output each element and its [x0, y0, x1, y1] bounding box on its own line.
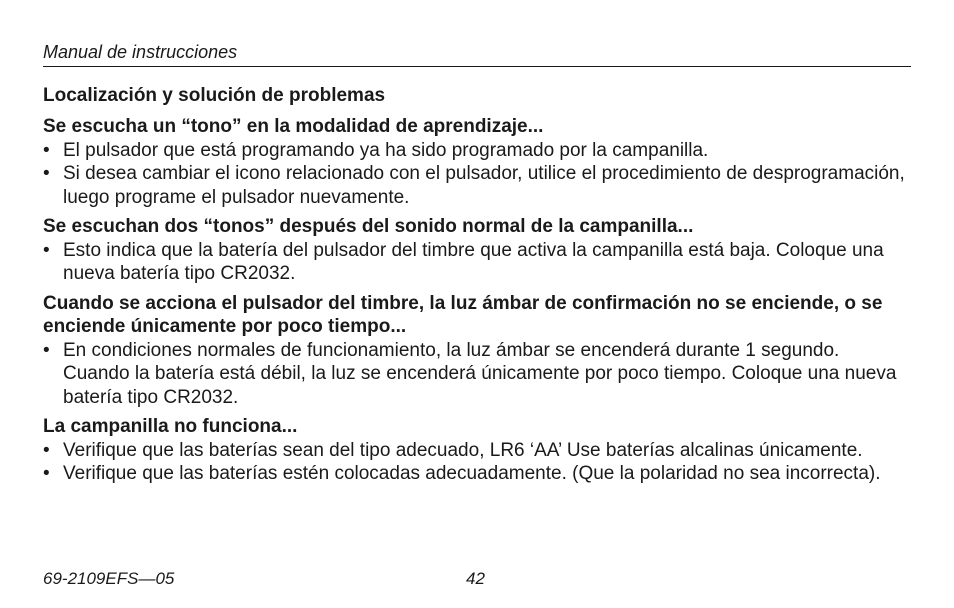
document-code: 69-2109EFS—05 [43, 569, 175, 588]
bullet-list [43, 239, 911, 286]
bullet-icon: • [43, 139, 50, 161]
list-item [43, 339, 911, 410]
list-item-text: Si desea cambiar el icono relacionado con el pulsador, utilice el procedimiento de desprogramación, luego programe el pulsador nuevamente. [63, 163, 905, 208]
list-item-text: Verifique que las baterías sean del tipo adecuado, LR6 ‘AA’ Use baterías alcalinas únicamente. [63, 439, 863, 461]
list-item [43, 139, 911, 163]
bullet-list [43, 439, 911, 486]
header-rule [43, 66, 911, 67]
list-item [43, 462, 911, 486]
page-number: 42 [466, 569, 485, 588]
topic-heading: La campanilla no funciona... [43, 416, 298, 437]
bullet-list [43, 139, 911, 210]
list-item-text: Esto indica que la batería del pulsador del timbre que activa la campanilla está baja. Coloque una nueva batería tipo CR2032. [63, 239, 884, 284]
section-title: Localización y solución de problemas [43, 85, 386, 106]
list-item-text: El pulsador que está programando ya ha sido programado por la campanilla. [63, 139, 709, 161]
list-item [43, 239, 911, 286]
bullet-icon: • [43, 463, 50, 484]
list-item-text: Verifique que las baterías estén colocadas adecuadamente. (Que la polaridad no sea incorrecta). [63, 463, 881, 484]
bullet-icon: • [43, 239, 50, 261]
troubleshooting-section [43, 84, 911, 492]
topic-tone-learn-mode [43, 115, 911, 209]
bullet-icon: • [43, 339, 50, 361]
topic-heading: Se escuchan dos “tonos” después del sonido normal de la campanilla... [43, 216, 694, 237]
list-item [43, 162, 911, 209]
topic-two-tones [43, 215, 911, 286]
bullet-list [43, 339, 911, 410]
topic-heading: Se escucha un “tono” en la modalidad de aprendizaje... [43, 116, 544, 137]
bullet-icon: • [43, 439, 50, 461]
running-header: Manual de instrucciones [43, 42, 238, 62]
bullet-icon: • [43, 163, 50, 184]
list-item-text: En condiciones normales de funcionamiento, la luz ámbar se encenderá durante 1 segundo. Cuando la batería está débil, la luz se encenderá únicamente por poco tiempo. Coloque una nueva batería tipo CR2032. [63, 339, 897, 408]
list-item [43, 439, 911, 463]
topic-heading: Cuando se acciona el pulsador del timbre, la luz ámbar de confirmación no se enciende, o se enciende únicamente por poco tiempo... [43, 292, 883, 337]
topic-chime-not-working [43, 415, 911, 486]
topic-amber-light [43, 292, 911, 410]
